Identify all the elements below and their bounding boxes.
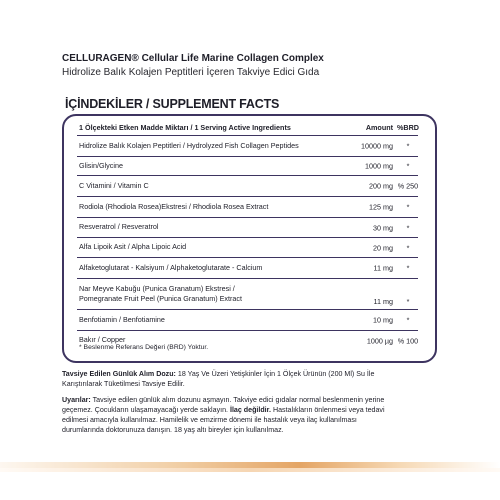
product-name: CELLURAGEN® Cellular Life Marine Collagen Complex xyxy=(62,53,324,64)
ingredient-row xyxy=(77,157,418,176)
ingredient-amount: 125 mg xyxy=(369,202,393,212)
usage-information xyxy=(62,369,442,435)
not-medicine-notice: İlaç değildir. xyxy=(229,406,271,414)
ingredient-brd: % 100 xyxy=(397,336,419,346)
warnings-line1: Tavsiye edilen günlük alım dozunu aşmayın. Takviye edici gıdalar normal beslenmenin yerine xyxy=(92,396,385,404)
ingredient-row xyxy=(77,136,418,157)
ingredient-amount: 200 mg xyxy=(369,181,393,191)
ingredient-name xyxy=(79,141,299,151)
header-amount: Amount xyxy=(365,123,393,132)
ingredient-row xyxy=(77,218,418,238)
ingredient-amount: 11 mg xyxy=(373,297,393,306)
warnings-label: Uyarılar: xyxy=(62,396,91,404)
warnings-line2b: Hastalıkların önlenmesi veya tedavi xyxy=(272,406,385,414)
ingredient-amount: 11 mg xyxy=(373,263,393,273)
ingredient-name-line: Nar Meyve Kabuğu (Punica Granatum) Ekstresi / xyxy=(79,284,235,293)
brd-footnote: * Beslenme Referans Değeri (BRD) Yoktur. xyxy=(79,344,209,351)
ingredient-name xyxy=(79,202,268,212)
warnings-line3: edilmesi amacıyla kullanılmaz. Hamilelik ve emzirme dönemi ile hastalık veya ilaç kullanılması xyxy=(62,416,357,424)
ingredient-row xyxy=(77,310,418,331)
ingredient-row xyxy=(77,258,418,279)
warnings-line4: durumlarında doktorunuza danışın. 18 yaş altı bireyler için kullanılmaz. xyxy=(62,426,284,434)
ingredient-amount: 10 mg xyxy=(373,315,393,325)
dose-text-line2: Karıştırılarak Tüketilmesi Tavsiye Edilir. xyxy=(62,380,185,388)
ingredient-amount: 1000 µg xyxy=(366,336,393,346)
ingredient-name xyxy=(79,222,159,232)
ingredient-name-line: Rodiola (Rhodiola Rosea)Ekstresi / Rhodiola Rosea Extract xyxy=(79,202,269,211)
decorative-gold-band-lower xyxy=(0,468,500,472)
ingredient-name-line: Glisin/Glycine xyxy=(79,161,123,170)
ingredient-amount: 10000 mg xyxy=(361,141,393,151)
ingredient-name xyxy=(79,315,165,325)
ingredient-name-line: C Vitamini / Vitamin C xyxy=(79,181,149,190)
ingredient-name xyxy=(79,263,262,273)
ingredient-brd: * xyxy=(406,243,410,252)
ingredient-brd: * xyxy=(406,202,410,212)
header-brd: %BRD xyxy=(397,123,419,132)
ingredient-name-line: Hidrolize Balık Kolajen Peptitleri / Hydrolyzed Fish Collagen Peptides xyxy=(79,141,299,150)
product-header xyxy=(62,52,442,80)
ingredient-brd: * xyxy=(406,161,410,171)
ingredient-name xyxy=(79,242,186,252)
table-header-row xyxy=(77,120,418,136)
header-ingredients: 1 Ölçekteki Etken Madde Miktarı / 1 Serving Active Ingredients xyxy=(79,123,291,132)
warnings-line2a: geçemez. Çocukların ulaşamayacağı yerde saklayın. xyxy=(62,406,228,414)
ingredient-brd: * xyxy=(406,223,410,232)
ingredient-amount: 20 mg xyxy=(373,243,393,252)
ingredient-brd: * xyxy=(406,141,410,151)
ingredient-name xyxy=(79,161,123,171)
ingredient-brd: * xyxy=(406,297,410,306)
ingredient-name-line: Bakır / Copper xyxy=(79,335,126,344)
product-description: Hidrolize Balık Kolajen Peptitleri İçeren Takviye Edici Gıda xyxy=(62,67,320,78)
ingredient-row xyxy=(77,279,418,310)
section-title: İÇİNDEKİLER / SUPPLEMENT FACTS xyxy=(65,97,280,111)
dose-text-line1: 18 Yaş Ve Üzeri Yetişkinler İçin 1 Ölçek Ürünün (200 Ml) Su İle xyxy=(177,370,375,378)
dose-label: Tavsiye Edilen Günlük Alım Dozu: xyxy=(62,370,176,378)
ingredient-name xyxy=(79,181,149,191)
ingredient-name-line: Pomegranate Fruit Peel (Punica Granatum) Extract xyxy=(79,294,242,303)
ingredient-brd: * xyxy=(406,263,410,273)
ingredient-name xyxy=(79,284,242,304)
ingredient-row xyxy=(77,238,418,258)
ingredient-row xyxy=(77,197,418,218)
ingredient-name-line: Alfa Lipoik Asit / Alpha Lipoic Acid xyxy=(79,242,187,251)
ingredient-name-line: Benfotiamin / Benfotiamine xyxy=(79,315,165,324)
ingredient-row xyxy=(77,176,418,197)
ingredient-amount: 30 mg xyxy=(373,223,393,232)
ingredient-name-line: Resveratrol / Resveratrol xyxy=(79,222,159,231)
ingredient-name-line: Alfaketoglutarat - Kalsiyum / Alphaketoglutarate - Calcium xyxy=(79,263,263,272)
supplement-facts-table xyxy=(77,120,418,351)
ingredient-amount: 1000 mg xyxy=(365,161,393,171)
ingredient-brd: * xyxy=(406,315,410,325)
ingredient-brd: % 250 xyxy=(397,181,419,191)
